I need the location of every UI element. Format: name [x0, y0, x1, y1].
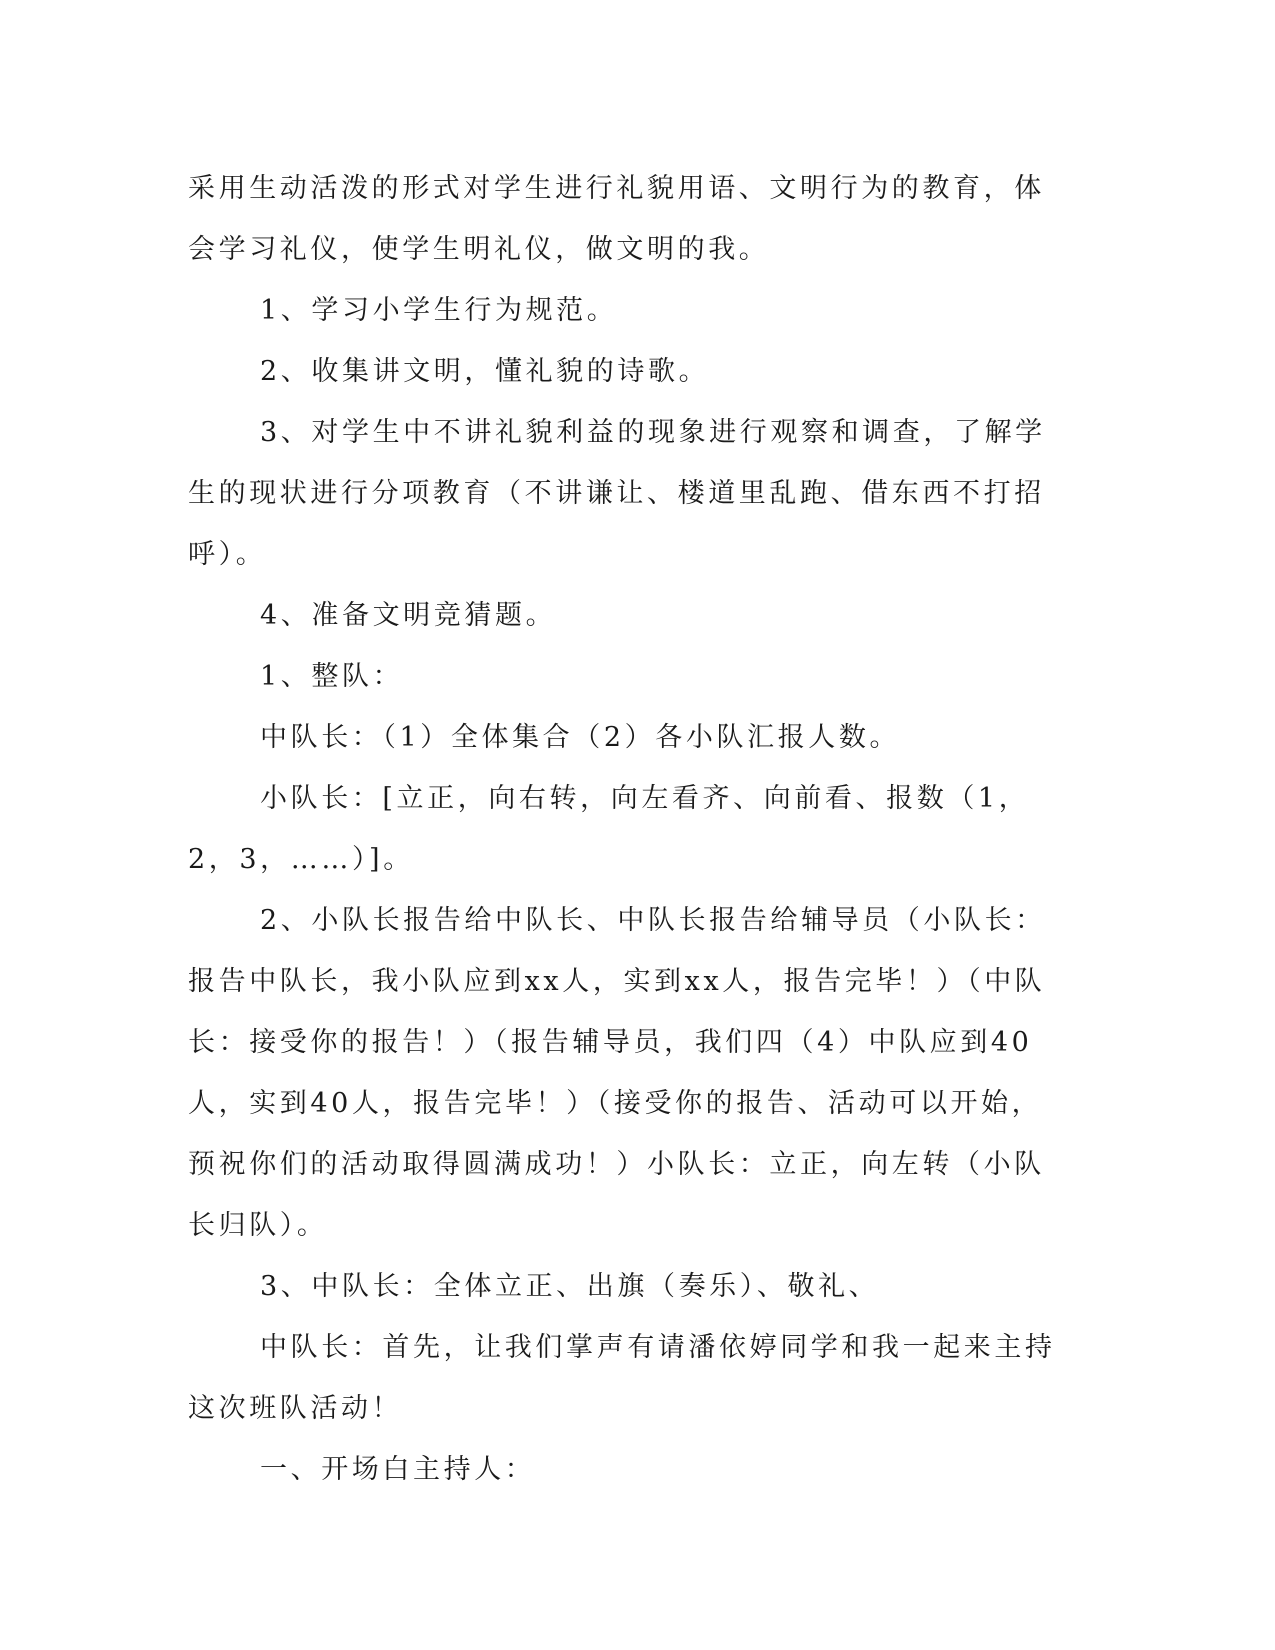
report-paragraph: 2、小队长报告给中队长、中队长报告给辅导员（小队长：报告中队长，我小队应到xx人，实到xx人，报告完毕！）（中队长：接受你的报告！）（报告辅导员，我们四（4）中队应到40人，实到40人，报告完毕！）（接受你的报告、活动可以开始，预祝你们的活动取得圆满成功！）小队长：立正，向左转（小队长归队）。: [188, 905, 1046, 1241]
document-body: [188, 158, 1068, 1500]
intro-paragraph: 采用生动活泼的形式对学生进行礼貌用语、文明行为的教育，体会学习礼仪，使学生明礼仪，做文明的我。: [188, 173, 1045, 265]
team-leader-line: 小队长：[立正，向右转，向左看齐、向前看、报数（1，2，3，……）]。: [188, 783, 1030, 875]
flag-ceremony-line: 3、中队长：全体立正、出旗（奏乐）、敬礼、: [260, 1271, 880, 1302]
step-1-heading: 1、整队：: [260, 661, 404, 692]
prep-item-4: 4、准备文明竞猜题。: [260, 600, 557, 631]
prep-item-1: 1、学习小学生行为规范。: [260, 295, 618, 326]
squadron-leader-line: 中队长：（1）全体集合（2）各小队汇报人数。: [260, 722, 901, 753]
host-invitation-line: 中队长：首先，让我们掌声有请潘依婷同学和我一起来主持这次班队活动！: [188, 1332, 1056, 1424]
opening-heading: 一、开场白主持人：: [260, 1454, 536, 1485]
prep-item-2: 2、收集讲文明，懂礼貌的诗歌。: [260, 356, 710, 387]
prep-item-3: 3、对学生中不讲礼貌利益的现象进行观察和调查，了解学生的现状进行分项教育（不讲谦让、楼道里乱跑、借东西不打招呼）。: [188, 417, 1046, 570]
